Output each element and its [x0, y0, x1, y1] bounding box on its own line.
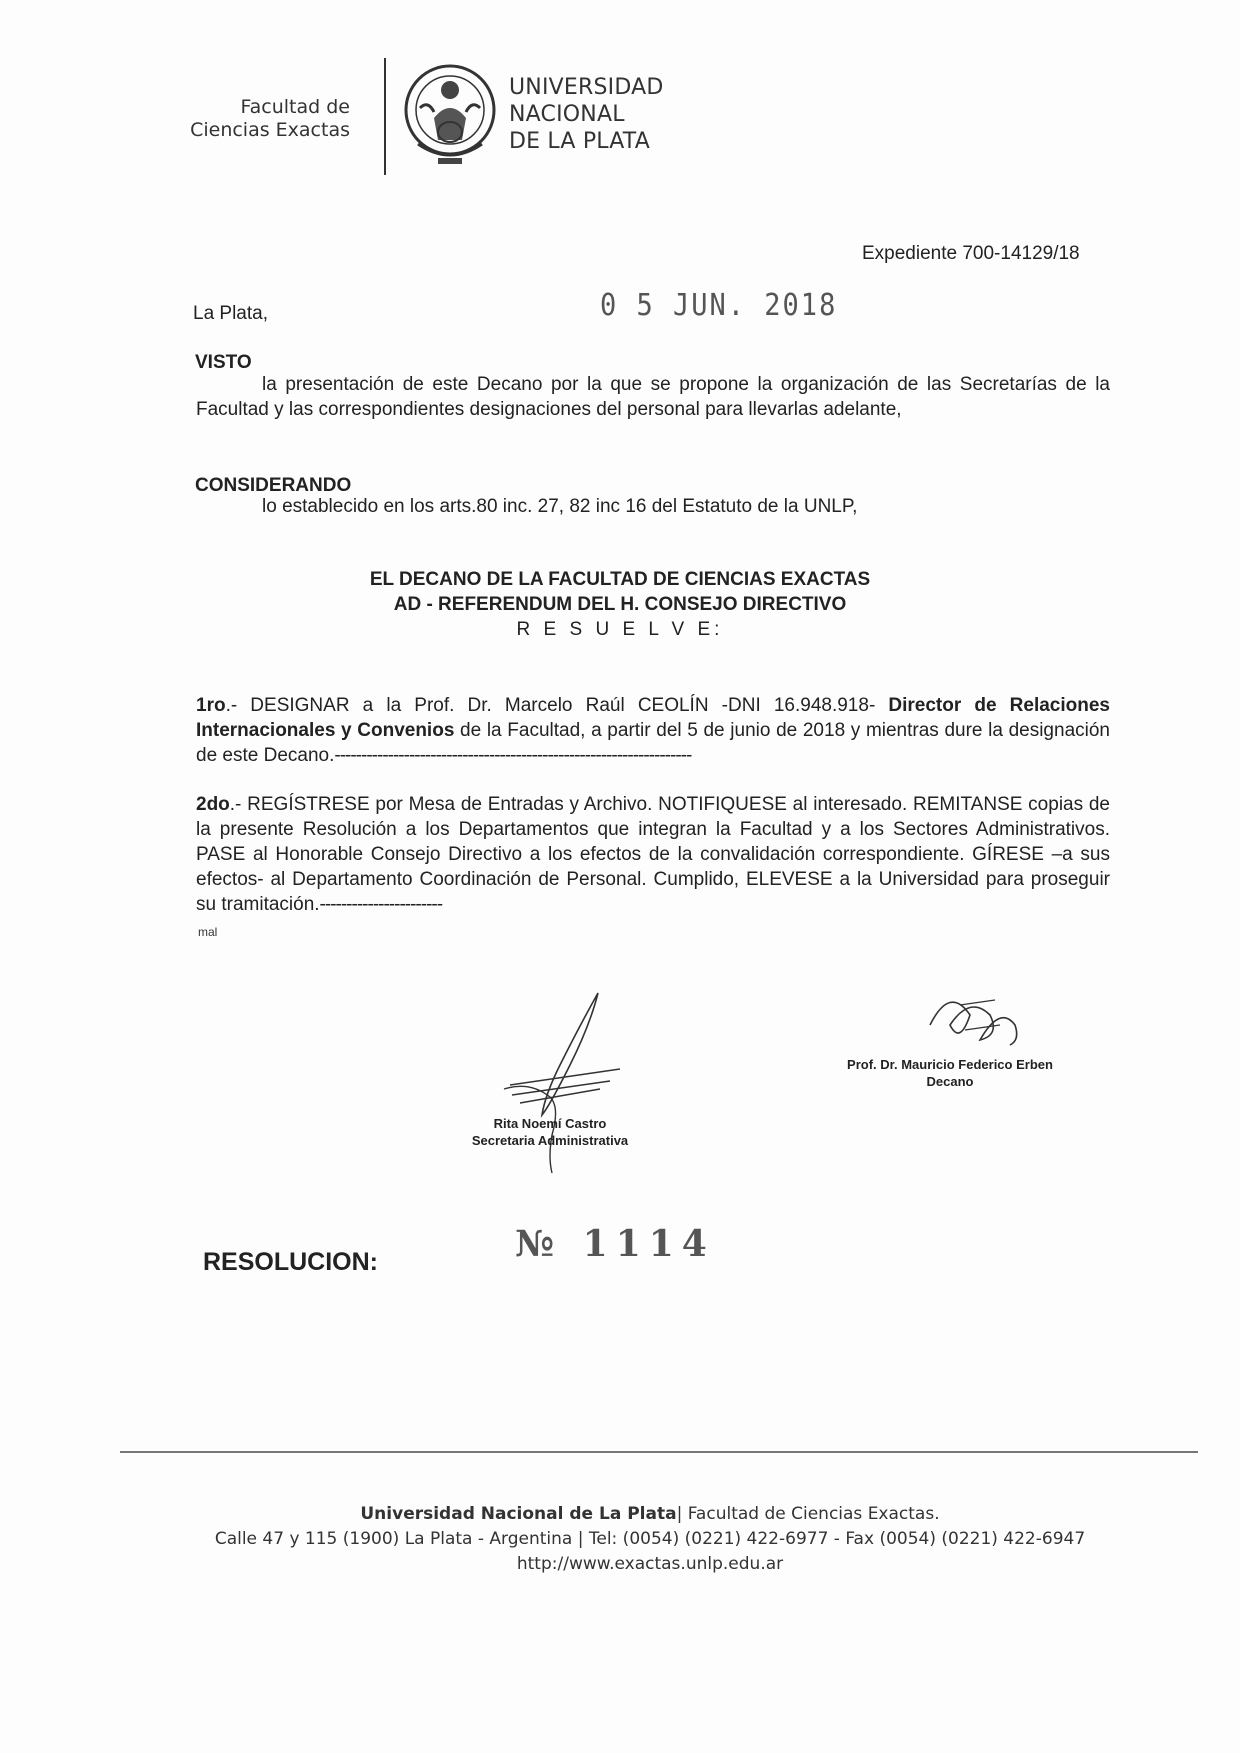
university-line-2: NACIONAL [509, 102, 625, 127]
article-1-text-a: .- DESIGNAR a la Prof. Dr. Marcelo Raúl CEOLÍN -DNI 16.948.918- [225, 695, 889, 716]
dean-signature [920, 985, 1030, 1055]
footer-faculty: | Facultad de Ciencias Exactas. [676, 1504, 940, 1524]
footer-university: Universidad Nacional de La Plata [360, 1504, 677, 1524]
university-line-3: DE LA PLATA [509, 129, 650, 154]
article-1-label: 1ro [196, 695, 226, 716]
resolution-number: № 1114 [515, 1223, 715, 1265]
article-2-text: .- REGÍSTRESE por Mesa de Entradas y Archivo. NOTIFIQUESE al interesado. REMITANSE copias de la presente Resolución a los Departamentos que integran la Facultad y a los Sectores Administrativos. PASE al Honorable Consejo Directivo a los efectos de la convalidación correspondiente. GÍRESE –a sus efectos- al Departamento Coordinación de Personal. Cumplido, ELEVESE a la Universidad para proseguir su tramitación. [196, 794, 1110, 915]
date-stamp: 0 5 JUN. 2018 [600, 288, 838, 323]
article-2-dashes: ----------------------- [319, 894, 443, 915]
dean-name: Prof. Dr. Mauricio Federico Erben [847, 1057, 1053, 1072]
faculty-line-1: Facultad de [240, 96, 350, 118]
visto-text: la presentación de este Decano por la que se propone la organización de las Secretarías de la Facultad y las correspondientes designaciones del personal para llevarlas adelante, [196, 374, 1110, 420]
faculty-line-2: Ciencias Exactas [190, 119, 350, 141]
footer-divider [120, 1451, 1198, 1453]
dean-signature-block [820, 1056, 1080, 1090]
article-2 [196, 792, 1110, 917]
university-name [509, 74, 663, 155]
decree-heading [300, 567, 940, 642]
article-1-text-b: de la Facultad, a partir del 5 de junio de 2018 y mientras dure la designación de este Decano. [196, 720, 1110, 766]
expediente-number: Expediente 700-14129/18 [862, 243, 1080, 264]
header-divider [384, 58, 386, 175]
secretary-signature-block [440, 1115, 660, 1149]
footer-line-1 [180, 1502, 1120, 1527]
visto-heading: VISTO [195, 352, 252, 373]
footer-address: Calle 47 y 115 (1900) La Plata - Argentina | Tel: (0054) (0221) 422-6977 - Fax (0054) (0221) 422-6947 [214, 1529, 1086, 1549]
article-1-dashes: ------------------------------------------------------------------- [334, 745, 692, 766]
article-2-label: 2do [196, 794, 230, 815]
resolution-label: RESOLUCION: [203, 1248, 378, 1276]
secretary-title: Secretaria Administrativa [471, 1133, 629, 1148]
secretary-name: Rita Noemí Castro [493, 1116, 607, 1131]
decree-line-1: EL DECANO DE LA FACULTAD DE CIENCIAS EXACTAS [369, 569, 871, 590]
dean-title: Decano [926, 1074, 974, 1089]
typist-initials: mal [198, 925, 218, 939]
considerando-text: lo establecido en los arts.80 inc. 27, 82 inc 16 del Estatuto de la UNLP, [262, 496, 858, 517]
article-1 [196, 693, 1110, 768]
place: La Plata, [193, 303, 268, 324]
university-line-1: UNIVERSIDAD [509, 75, 664, 100]
footer-website: http://www.exactas.unlp.edu.ar [516, 1554, 784, 1574]
article-1-bold: Director de Relaciones Internacionales y Convenios [196, 695, 1110, 741]
faculty-name [150, 96, 350, 142]
considerando-heading: CONSIDERANDO [195, 475, 352, 496]
university-seal-icon [398, 60, 502, 170]
decree-line-3: R E S U E L V E: [516, 619, 724, 640]
decree-line-2: AD - REFERENDUM DEL H. CONSEJO DIRECTIVO [393, 594, 847, 615]
footer [180, 1502, 1120, 1577]
